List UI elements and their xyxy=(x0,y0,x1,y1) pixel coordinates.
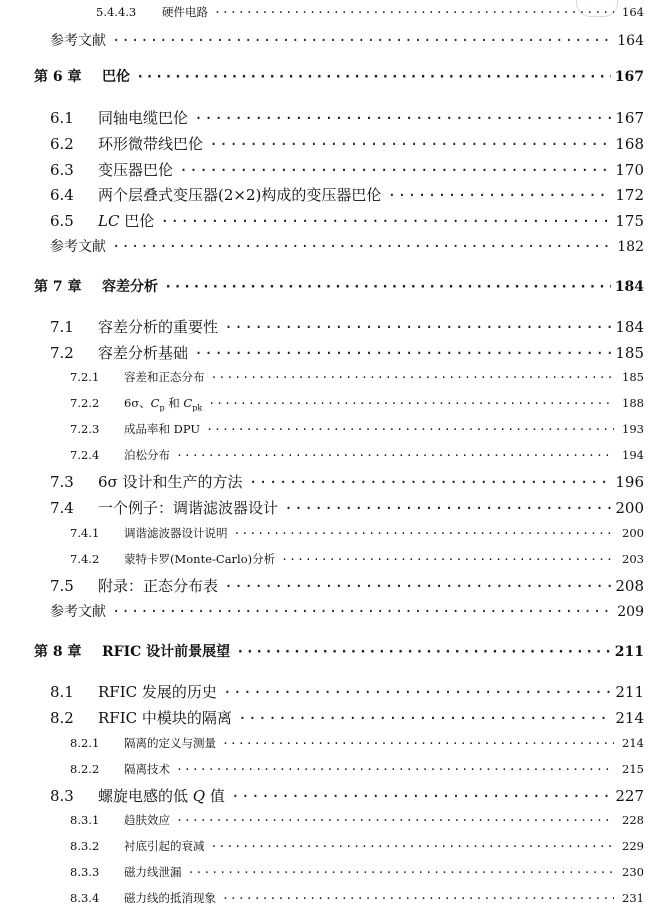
toc-entry-7-4[interactable]: 7.4 一个例子：调谐滤波器设计 ····· 200 xyxy=(50,497,644,518)
toc-chapter-6[interactable]: 第 6 章 巴伦 ····· 167 xyxy=(34,66,644,86)
toc-entry-7-2-1[interactable]: 7.2.1 容差和正态分布 ····· 185 xyxy=(70,369,644,385)
toc-entry-6-5[interactable]: 6.5 LC 巴伦 ····· 175 xyxy=(50,210,644,231)
toc-entry-ch5-references[interactable]: 参考文献 ····· 164 xyxy=(50,30,644,50)
toc-entry-8-1[interactable]: 8.1 RFIC 发展的历史 ····· 211 xyxy=(50,681,644,702)
toc-chapter-8[interactable]: 第 8 章 RFIC 设计前景展望 ····· 211 xyxy=(34,641,644,661)
toc-entry-8-3-3[interactable]: 8.3.3 磁力线泄漏 ····· 230 xyxy=(70,864,644,880)
toc-entry-8-3[interactable]: 8.3 螺旋电感的低 Q 值 ····· 227 xyxy=(50,785,644,806)
toc-entry-7-5[interactable]: 7.5 附录：正态分布表 ····· 208 xyxy=(50,575,644,596)
toc-entry-7-2-3[interactable]: 7.2.3 成品率和 DPU ····· 193 xyxy=(70,421,644,437)
toc-entry-8-3-1[interactable]: 8.3.1 趋肤效应 ····· 228 xyxy=(70,812,644,828)
toc-entry-6-4[interactable]: 6.4 两个层叠式变压器(2×2)构成的变压器巴伦 ····· 172 xyxy=(50,184,644,205)
toc-entry-7-4-1[interactable]: 7.4.1 调谐滤波器设计说明 ····· 200 xyxy=(70,525,644,541)
toc-entry-5-4-4-3[interactable]: 5.4.4.3 硬件电路 ····· 164 xyxy=(96,4,644,20)
toc-entry-8-3-2[interactable]: 8.3.2 衬底引起的衰减 ····· 229 xyxy=(70,838,644,854)
toc-entry-8-2-1[interactable]: 8.2.1 隔离的定义与测量 ····· 214 xyxy=(70,735,644,751)
toc-entry-8-2-2[interactable]: 8.2.2 隔离技术 ····· 215 xyxy=(70,761,644,777)
toc-entry-6-3[interactable]: 6.3 变压器巴伦 ····· 170 xyxy=(50,159,644,180)
toc-entry-6-2[interactable]: 6.2 环形微带线巴伦 ····· 168 xyxy=(50,133,644,154)
toc-chapter-7[interactable]: 第 7 章 容差分析 ····· 184 xyxy=(34,276,644,296)
toc-entry-7-1[interactable]: 7.1 容差分析的重要性 ····· 184 xyxy=(50,316,644,337)
toc-entry-7-4-2[interactable]: 7.4.2 蒙特卡罗(Monte-Carlo)分析 ····· 203 xyxy=(70,551,644,567)
toc-entry-7-2-2[interactable]: 7.2.2 6σ、$C_p$ 和 $C_{pk}$ ····· 188 xyxy=(70,395,644,412)
toc-entry-ch7-references[interactable]: 参考文献 ····· 209 xyxy=(50,601,644,621)
toc-entry-7-2-4[interactable]: 7.2.4 泊松分布 ····· 194 xyxy=(70,447,644,463)
toc-entry-8-2[interactable]: 8.2 RFIC 中模块的隔离 ····· 214 xyxy=(50,707,644,728)
toc-entry-6-1[interactable]: 6.1 同轴电缆巴伦 ····· 167 xyxy=(50,107,644,128)
toc-entry-7-2[interactable]: 7.2 容差分析基础 ····· 185 xyxy=(50,342,644,363)
toc-entry-8-3-4[interactable]: 8.3.4 磁力线的抵消现象 ····· 231 xyxy=(70,890,644,906)
toc-entry-ch6-references[interactable]: 参考文献 ····· 182 xyxy=(50,236,644,256)
toc-entry-7-3[interactable]: 7.3 6σ 设计和生产的方法 ····· 196 xyxy=(50,471,644,492)
